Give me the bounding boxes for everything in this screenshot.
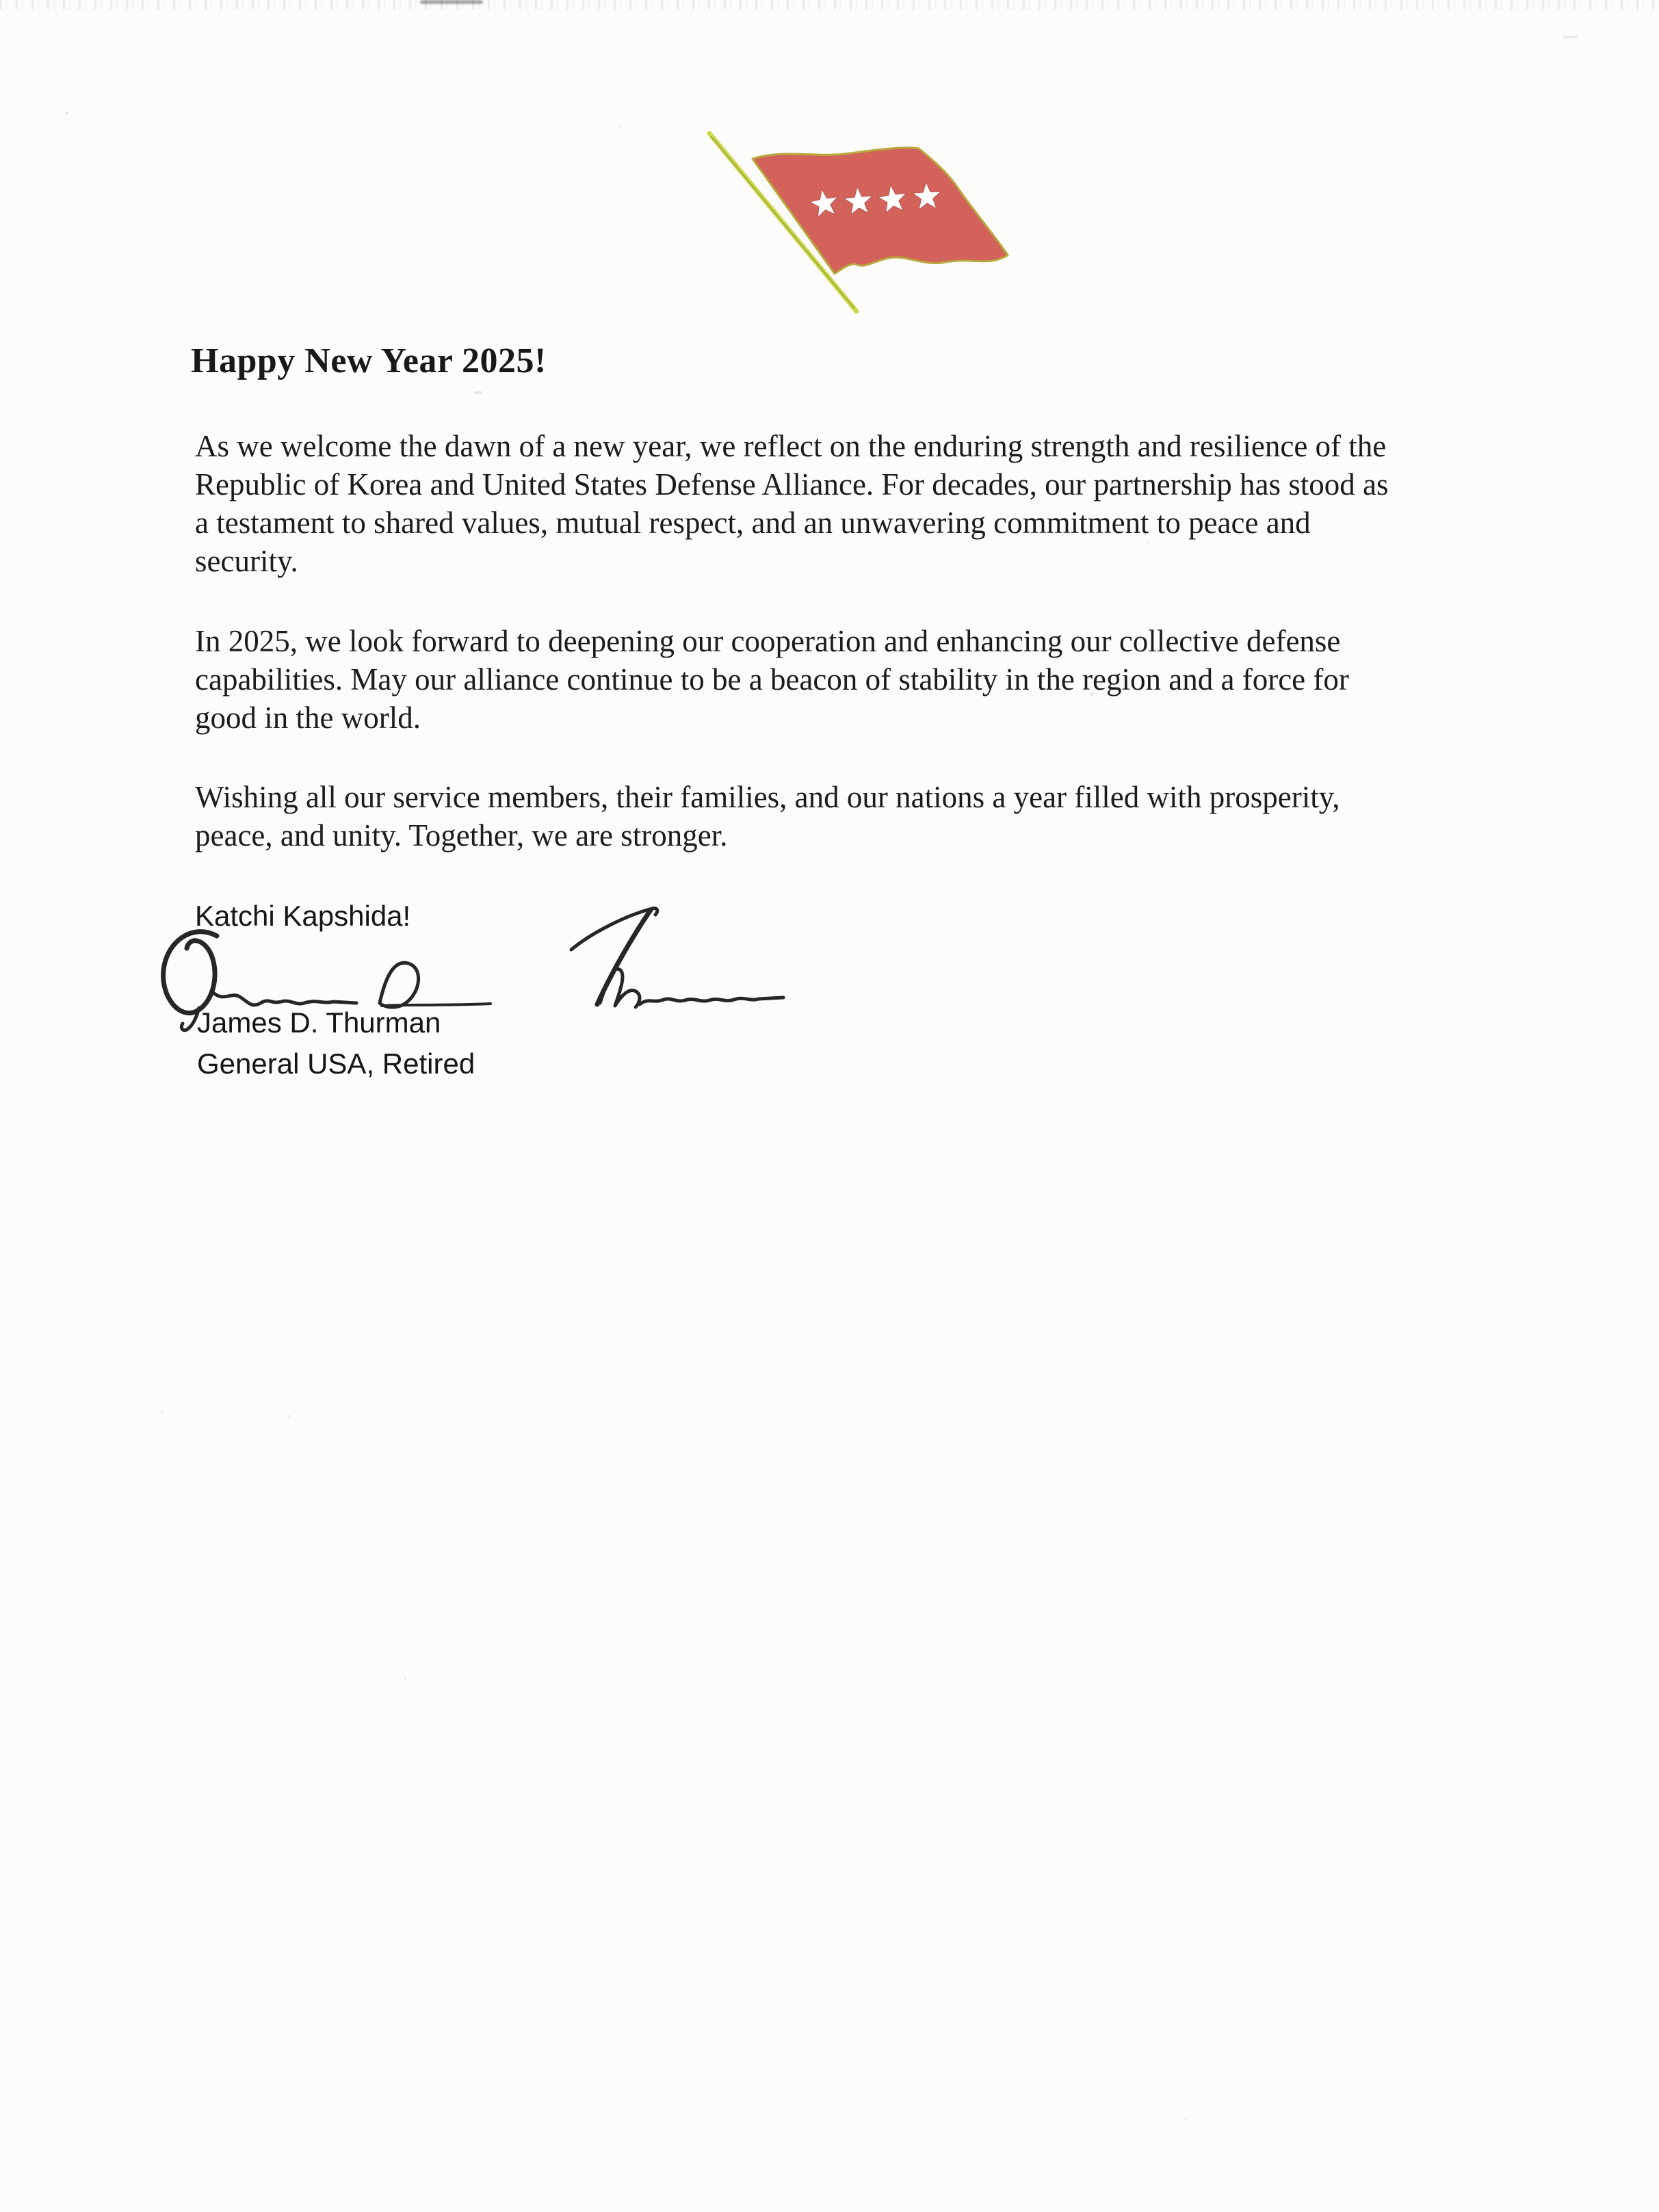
- signer-title: General USA, Retired: [197, 1048, 475, 1080]
- paragraph-2-line-1: In 2025, we look forward to deepening our cooperation and enhancing our collective defense: [195, 624, 1341, 658]
- four-star-general-flag-icon: [698, 123, 1019, 322]
- signer-name: James D. Thurman: [197, 1006, 441, 1039]
- paragraph-3-line-2: peace, and unity. Together, we are stronger.: [195, 818, 728, 853]
- paragraph-3-line-1: Wishing all our service members, their families, and our nations a year filled with prosperity,: [195, 780, 1340, 814]
- scan-speck: [474, 391, 482, 394]
- paragraph-1-line-2: Republic of Korea and United States Defense Alliance. For decades, our partnership has stood as: [195, 467, 1389, 502]
- paragraph-1: [195, 427, 1389, 580]
- scan-speck: [1563, 36, 1578, 38]
- paragraph-1-line-1: As we welcome the dawn of a new year, we reflect on the enduring strength and resilience of the: [195, 429, 1387, 463]
- scan-speck: [65, 112, 68, 114]
- scan-speck: [287, 1415, 291, 1418]
- signer-block: [197, 1002, 475, 1084]
- paragraph-2-line-3: good in the world.: [195, 701, 421, 735]
- closing-motto: Katchi Kapshida!: [195, 900, 411, 932]
- paragraph-1-line-4: security.: [195, 544, 298, 578]
- scanner-noise-dash: [420, 0, 483, 4]
- paragraph-2-line-2: capabilities. May our alliance continue to be a beacon of stability in the region and a force for: [195, 662, 1349, 697]
- scan-speck: [619, 125, 622, 127]
- paragraph-1-line-3: a testament to shared values, mutual respect, and an unwavering commitment to peace and: [195, 506, 1311, 540]
- flag-red-field: [753, 148, 1008, 274]
- scan-speck: [1184, 2118, 1187, 2120]
- scan-speck: [161, 1411, 164, 1414]
- paragraph-3: [195, 778, 1340, 855]
- scan-speck: [1090, 692, 1094, 696]
- scan-speck: [1146, 541, 1149, 543]
- scanner-noise-band: [0, 0, 1659, 10]
- letter-heading: Happy New Year 2025!: [191, 341, 547, 380]
- scan-speck: [404, 1678, 406, 1680]
- paragraph-2: [195, 622, 1349, 737]
